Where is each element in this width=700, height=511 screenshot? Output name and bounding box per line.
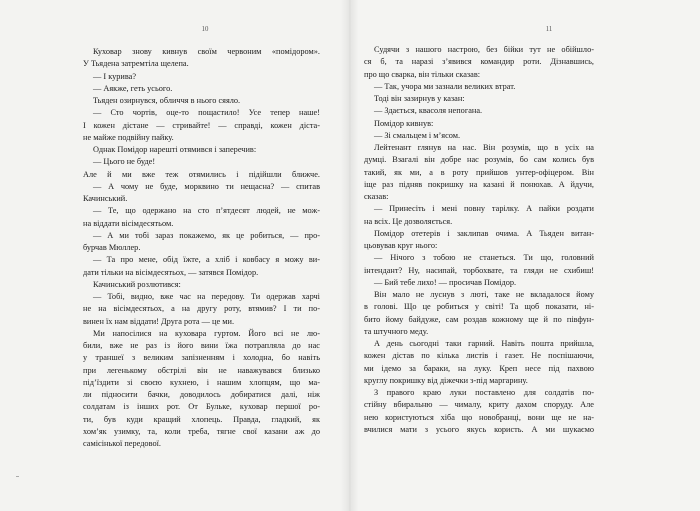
text-line: Тьяден озирнувся, обличчя в нього сяяло. (93, 96, 241, 105)
text-line: вчилися мати з усього якусь користь. А ми шукаємо (364, 424, 594, 434)
text-line: на всіх. Це дозволяється. (364, 216, 453, 226)
text-line: такий, як ми, а в роту прийшов унтер-офіцером. Він (364, 167, 594, 177)
text-line: цьовував круг нього: (364, 241, 438, 250)
left-page-number: 10 (201, 26, 209, 33)
text-line: Помідор кивнув: (374, 118, 434, 128)
text-line: — Та про мене, обід їжте, а хліб і ковбасу я можу ви- (93, 255, 320, 265)
text-line: при легенькому обстрілі він не наважувався близько (83, 365, 320, 375)
text-line: у траншеї з великим запізненням і холодна, бо навіть (83, 353, 320, 363)
text-line: самісінької передової. (83, 439, 161, 448)
text-line: думці. Взагалі він добре нас розумів, бо сам колись був (364, 155, 594, 165)
text-line: — Те, що одержано на сто п’ятдесят людей, не мож- (93, 206, 320, 216)
text-line: сказав: (364, 192, 389, 201)
text-line: солдатам із інших рот. От Бульке, куховар першої ро- (83, 402, 320, 412)
text-line: били, вже не раз із його вини їжа потрапляла до нас (83, 341, 320, 350)
text-line: ли підносити бачки, доводилось добиратися далі, ніж (83, 390, 320, 399)
text-line: кожен дістав по кілька листів і газет. Не поспішаючи, (364, 351, 594, 361)
text-line: дати тільки на вісімдесятьох, — затявся Помідор. (83, 267, 259, 277)
text-line: — Зі смальцем і м’ясом. (374, 130, 461, 140)
book-gutter (341, 0, 359, 511)
right-page-number: 11 (545, 26, 553, 33)
text-line: про що сварка, він тільки сказав: (364, 69, 481, 79)
text-line: бито йому байдуже, сам роздав кожному ще й по півфун- (364, 314, 594, 324)
text-line: бурчав Мюллер. (83, 243, 141, 252)
text-line: — Аякже, геть усього. (93, 83, 173, 93)
text-line: Качинський розлютився: (93, 279, 181, 289)
text-line: А день сьогодні таки гарний. Навіть пошта прийшла, (374, 339, 594, 348)
text-line: — Принесіть і мені повну тарілку. А пайки роздати (374, 204, 594, 214)
margin-mark (16, 476, 19, 477)
text-line: хом’як узимку, та, коли треба, тягне свої казани аж до (83, 426, 320, 436)
text-line: Він мало не луснув з люті, таке не вкладалося йому (374, 290, 594, 299)
left-page-text (83, 46, 320, 450)
text-line: Судячи з нашого настрою, без бійки тут не обійшло- (374, 45, 594, 54)
text-line: Куховар знову кивнув своїм червоним «помідором». (93, 47, 320, 56)
text-line: не на вісімдесятьох, а на другу роту, втямив? І ти по- (83, 304, 320, 314)
text-line: Качинський. (83, 194, 128, 203)
right-page-text (364, 44, 594, 436)
text-line: в голові. Що це робиться у світі! Та щоб показати, ні- (364, 302, 594, 312)
text-line: Але й ми вже теж отямились і підійшли ближче. (83, 169, 320, 179)
text-line: — Тобі, видно, вже час на передову. Ти одержав харчі (93, 292, 320, 301)
text-line: У Тьядена затремтіла щелепа. (83, 59, 189, 69)
text-line: — Цього не буде! (93, 157, 156, 167)
text-line: — Нічого з тобою не станеться. Ти що, головний (374, 253, 594, 263)
text-line: — А ми тобі зараз покажемо, як це робиться, — про- (93, 230, 320, 240)
text-line: винен їх нам віддати! Друга рота — це ми. (83, 316, 235, 326)
text-line: Лейтенант глянув на нас. Він розумів, що в усіх на (374, 143, 594, 152)
text-line: І кожен дістане — стривайте! — справді, кожен діста- (83, 120, 320, 130)
text-line: З правого краю луки поставлено для солдатів по- (374, 388, 594, 397)
text-line: ми ідемо за бараки, на луку. Креп несе під пахвою (364, 363, 594, 373)
right-page (350, 0, 700, 511)
text-line: — Здається, квасоля непогана. (374, 106, 483, 116)
text-line: ся б, та наразі з’явився командир роти. Дізнавшись, (364, 57, 594, 67)
text-line: Тоді він зазирнув у казан: (374, 94, 465, 103)
text-line: — Так, учора ми зазнали великих втрат. (374, 81, 516, 91)
text-line: — І курива? (93, 71, 137, 81)
text-line: — Бий тебе лихо! — просичав Помідор. (374, 277, 517, 287)
text-line: ти, був куди кращий хлопець. Правда, гладкий, як (83, 414, 320, 424)
text-line: нею користуються хіба що новобранці, вони ще не на- (364, 412, 594, 422)
text-line: іще раз підняв покришку на казані й понюхав. А йдучи, (364, 179, 594, 189)
text-line: Ми напосілися на куховара гуртом. Його всі не лю- (93, 328, 320, 338)
text-line: — А чому не буде, морквино ти нещасна? — спитав (93, 181, 320, 191)
text-line: круглу покришку від діжечки з-під маргарину. (364, 375, 528, 385)
text-line: — Сто чортів, оце-то пощастило! Усе тепер наше! (93, 108, 320, 118)
text-line: Помідор отетерів і заклипав очима. А Тьяден витан- (374, 228, 594, 238)
text-line: на віддати вісімдесятьом. (83, 218, 174, 228)
text-line: Однак Помідор нарешті отямився і заперечив: (93, 145, 257, 154)
text-line: стійну вбиральню — чималу, криту дахом споруду. Але (364, 400, 594, 410)
text-line: та штучного меду. (364, 326, 429, 336)
text-line: інтендант? Ну, насипай, торбохвате, та гляди не схибиш! (364, 265, 594, 275)
text-line: не майже подвійну пайку. (83, 132, 174, 142)
text-line: під’їздити зі своєю кухнею, і нашим хлопцям, що ма- (83, 377, 320, 387)
